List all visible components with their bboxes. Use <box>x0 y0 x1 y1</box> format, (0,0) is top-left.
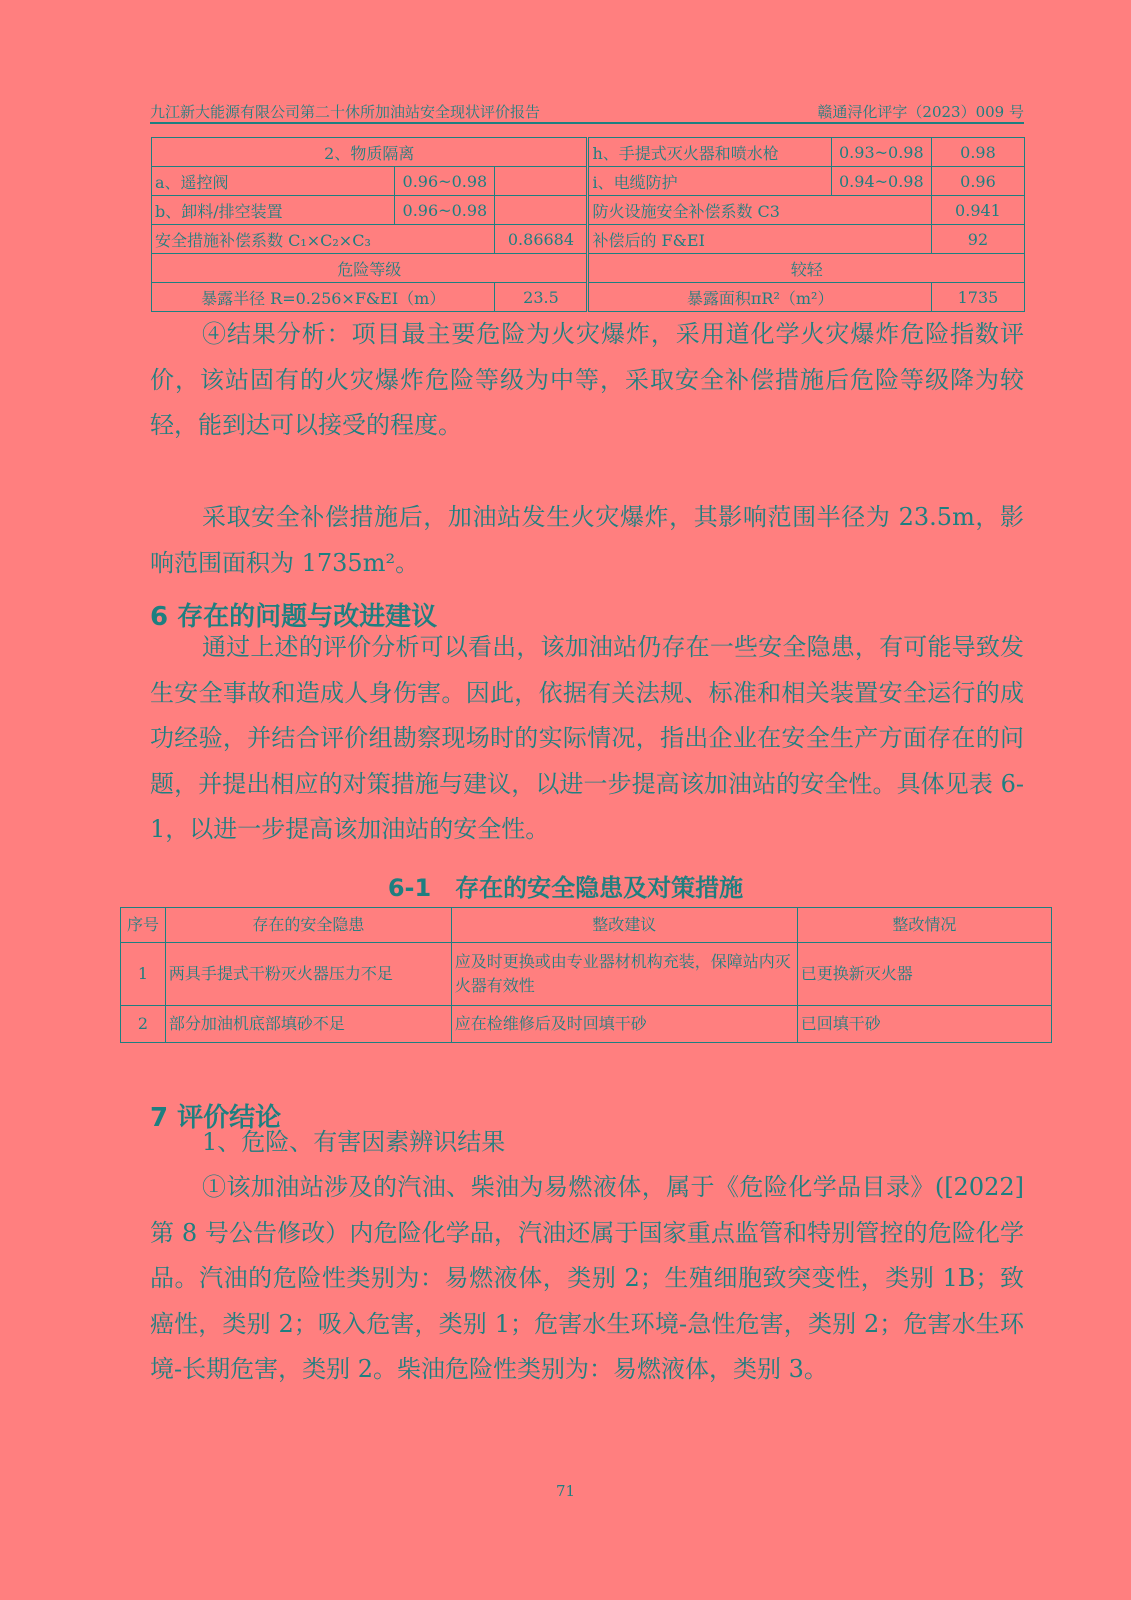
table-row <box>152 283 1025 312</box>
compensation-label: 安全措施补偿系数 C₁×C₂×C₃ <box>152 225 495 254</box>
fei-label: 补偿后的 F&EI <box>588 225 931 254</box>
row-range: 0.94~0.98 <box>831 167 931 196</box>
hazard-level-value: 较轻 <box>588 254 1025 283</box>
row-range: 0.96~0.98 <box>395 196 495 225</box>
cell-no: 2 <box>121 1006 166 1043</box>
cell-no: 1 <box>121 943 166 1006</box>
radius-label: 暴露半径 R=0.256×F&EI（m） <box>152 283 495 312</box>
area-value: 1735 <box>931 283 1024 312</box>
row-label: b、卸料/排空装置 <box>152 196 395 225</box>
header-title: 九江新大能源有限公司第二十休所加油站安全现状评价报告 <box>150 103 541 121</box>
radius-value: 23.5 <box>495 283 588 312</box>
cell-status: 已更换新灭火器 <box>797 943 1051 1006</box>
row-label: a、遥控阀 <box>152 167 395 196</box>
header-doc-number: 赣通浔化评字（2023）009 号 <box>817 103 1024 121</box>
table-row <box>121 943 1052 1006</box>
table-row <box>152 196 1025 225</box>
hazard-measures-table <box>120 907 1052 1043</box>
table-row <box>121 1006 1052 1043</box>
row-range: 0.96~0.98 <box>395 167 495 196</box>
row-value <box>495 196 588 225</box>
fei-compensation-table <box>151 137 1025 312</box>
col-header-hazard: 存在的安全隐患 <box>165 908 451 943</box>
row-value: 0.96 <box>931 167 1024 196</box>
section-7-heading: 7 评价结论 <box>150 1103 282 1133</box>
cell-status: 已回填干砂 <box>797 1006 1051 1043</box>
c3-label: 防火设施安全补偿系数 C3 <box>588 196 931 225</box>
col-header-status: 整改情况 <box>797 908 1051 943</box>
section-7-subheading: 1、危险、有害因素辨识结果 <box>202 1128 506 1156</box>
table-row <box>152 167 1025 196</box>
c3-value: 0.941 <box>931 196 1024 225</box>
row-value <box>495 167 588 196</box>
cell-advice: 应及时更换或由专业器材机构充装，保障站内灭火器有效性 <box>451 943 797 1006</box>
row-range: 0.93~0.98 <box>831 138 931 167</box>
section-6-heading: 6 存在的问题与改进建议 <box>150 602 438 632</box>
row-value: 0.98 <box>931 138 1024 167</box>
row-label: i、电缆防护 <box>588 167 831 196</box>
col-header-advice: 整改建议 <box>451 908 797 943</box>
table-row <box>152 254 1025 283</box>
cell-hazard: 部分加油机底部填砂不足 <box>165 1006 451 1043</box>
table-caption: 6-1 存在的安全隐患及对策措施 <box>387 874 744 902</box>
section-6-paragraph: 通过上述的评价分析可以看出，该加油站仍存在一些安全隐患，有可能导致发生安全事故和造成人身伤害。因此，依据有关法规、标准和相关装置安全运行的成功经验，并结合评价组勘察现场时的实际情况，指出企业在安全生产方面存在的问题，并提出相应的对策措施与建议，以进一步提高该加油站的安全性。具体见表 6-1，以进一步提高该加油站的安全性。 <box>150 633 1024 843</box>
compensation-value: 0.86684 <box>495 225 588 254</box>
col-header-no: 序号 <box>121 908 166 943</box>
table-header-row <box>121 908 1052 943</box>
area-label: 暴露面积πR²（m²） <box>588 283 931 312</box>
after-measures-paragraph: 采取安全补偿措施后，加油站发生火灾爆炸，其影响范围半径为 23.5m，影响范围面积为 1735m²。 <box>150 503 1024 577</box>
table-row <box>152 138 1025 167</box>
hazard-level-label: 危险等级 <box>152 254 588 283</box>
cell-advice: 应在检维修后及时回填干砂 <box>451 1006 797 1043</box>
cell-hazard: 两具手提式干粉灭火器压力不足 <box>165 943 451 1006</box>
fei-value: 92 <box>931 225 1024 254</box>
result-analysis-paragraph: ④结果分析：项目最主要危险为火灾爆炸，采用道化学火灾爆炸危险指数评价，该站固有的火灾爆炸危险等级为中等，采取安全补偿措施后危险等级降为较轻，能到达可以接受的程度。 <box>150 320 1024 439</box>
table-row <box>152 225 1025 254</box>
page-header <box>150 100 1024 124</box>
page-number: 71 <box>555 1482 576 1500</box>
section-7-paragraph: ①该加油站涉及的汽油、柴油为易燃液体，属于《危险化学品目录》([2022]第 8 号公告修改）内危险化学品，汽油还属于国家重点监管和特别管控的危险化学品。汽油的危险性类别为：易燃液体，类别 2；生殖细胞致突变性，类别 1B；致癌性，类别 2；吸入危害，类别 1；危害水生环境-急性危害，类别 2；危害水生环境-长期危害，类别 2。柴油危险性类别为：易燃液体，类别 3。 <box>150 1173 1024 1383</box>
section-label: 2、物质隔离 <box>152 138 588 167</box>
row-label: h、手提式灭火器和喷水枪 <box>588 138 831 167</box>
